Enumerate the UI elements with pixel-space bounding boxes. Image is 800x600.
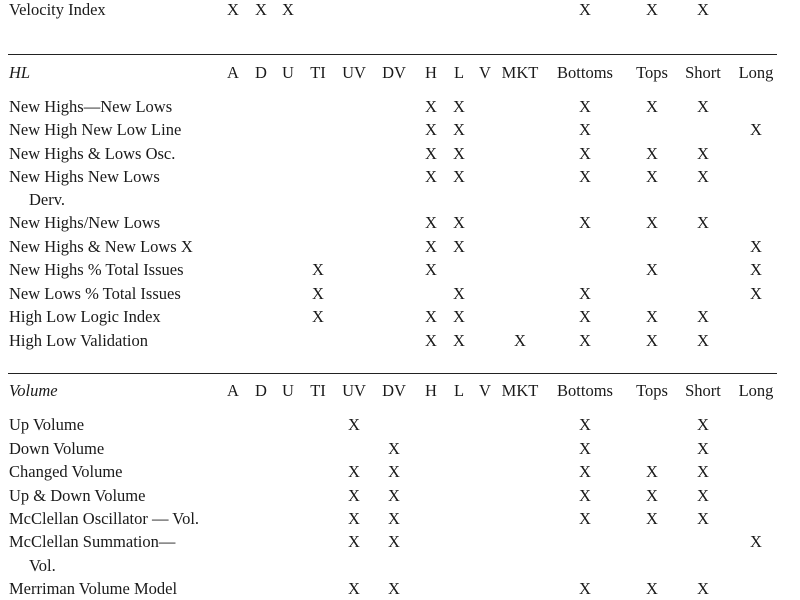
mark-short: X [697, 0, 709, 19]
table-row-continuation [0, 189, 800, 211]
table-row [0, 236, 800, 258]
row-label: High Low Logic Index [9, 307, 161, 326]
row-label-continuation: Vol. [29, 556, 56, 575]
mark-d: X [255, 0, 267, 19]
column-header-ti: TI [310, 63, 326, 82]
mark-short: X [697, 509, 709, 528]
mark-tops: X [646, 213, 658, 232]
mark-bottoms: X [579, 167, 591, 186]
mark-tops: X [646, 167, 658, 186]
column-header-dv: DV [382, 381, 406, 400]
column-header-uv: UV [342, 381, 366, 400]
mark-uv: X [348, 486, 360, 505]
row-label: New Highs & New Lows X [9, 237, 193, 256]
mark-tops: X [646, 0, 658, 19]
column-header-tops: Tops [636, 63, 668, 82]
column-header-d: D [255, 63, 267, 82]
mark-dv: X [388, 532, 400, 551]
mark-dv: X [388, 439, 400, 458]
mark-long: X [750, 120, 762, 139]
row-label: New Highs/New Lows [9, 213, 161, 232]
mark-short: X [697, 579, 709, 598]
row-label-continuation: Derv. [29, 190, 66, 209]
mark-ti: X [312, 260, 324, 279]
column-header-long: Long [738, 63, 774, 82]
mark-long: X [750, 260, 762, 279]
row-label: Velocity Index [9, 0, 106, 19]
mark-short: X [697, 462, 709, 481]
mark-long: X [750, 284, 762, 303]
mark-bottoms: X [579, 120, 591, 139]
mark-tops: X [646, 144, 658, 163]
mark-uv: X [348, 532, 360, 551]
mark-h: X [425, 97, 437, 116]
mark-uv: X [348, 462, 360, 481]
column-header-a: A [227, 63, 239, 82]
section-header [0, 380, 800, 402]
row-label: Merriman Volume Model [9, 579, 178, 598]
mark-ti: X [312, 284, 324, 303]
row-label: New Highs—New Lows [9, 97, 173, 116]
mark-short: X [697, 331, 709, 350]
mark-short: X [697, 167, 709, 186]
row-label: Down Volume [9, 439, 105, 458]
mark-dv: X [388, 509, 400, 528]
mark-dv: X [388, 579, 400, 598]
column-header-u: U [282, 381, 294, 400]
table-row [0, 96, 800, 118]
table-row [0, 212, 800, 234]
row-label: Changed Volume [9, 462, 123, 481]
mark-dv: X [388, 462, 400, 481]
column-header-l: L [453, 381, 465, 400]
mark-bottoms: X [579, 97, 591, 116]
column-header-ti: TI [310, 381, 326, 400]
row-label: McClellan Summation— [9, 532, 176, 551]
row-label: McClellan Oscillator — Vol. [9, 509, 200, 528]
mark-l: X [453, 213, 465, 232]
mark-h: X [425, 120, 437, 139]
column-header-bottoms: Bottoms [557, 381, 613, 400]
column-header-mkt: MKT [501, 381, 539, 400]
table-row [0, 461, 800, 483]
mark-tops: X [646, 486, 658, 505]
mark-short: X [697, 144, 709, 163]
table-row [0, 330, 800, 352]
mark-uv: X [348, 579, 360, 598]
table-row [0, 578, 800, 600]
section-divider [8, 373, 777, 374]
column-header-tops: Tops [636, 381, 668, 400]
mark-ti: X [312, 307, 324, 326]
column-header-dv: DV [382, 63, 406, 82]
mark-bottoms: X [579, 579, 591, 598]
mark-bottoms: X [579, 439, 591, 458]
mark-l: X [453, 167, 465, 186]
column-header-v: V [479, 381, 491, 400]
mark-bottoms: X [579, 213, 591, 232]
mark-bottoms: X [579, 462, 591, 481]
mark-l: X [453, 144, 465, 163]
mark-bottoms: X [579, 0, 591, 19]
mark-h: X [425, 213, 437, 232]
mark-tops: X [646, 579, 658, 598]
column-header-short: Short [685, 63, 721, 82]
mark-short: X [697, 439, 709, 458]
row-label: New High New Low Line [9, 120, 182, 139]
mark-mkt: X [514, 331, 526, 350]
row-label: Up Volume [9, 415, 85, 434]
mark-bottoms: X [579, 509, 591, 528]
mark-tops: X [646, 462, 658, 481]
column-header-long: Long [738, 381, 774, 400]
mark-l: X [453, 120, 465, 139]
column-header-h: H [425, 381, 437, 400]
mark-bottoms: X [579, 144, 591, 163]
table-row-continuation [0, 555, 800, 577]
mark-h: X [425, 260, 437, 279]
table-row [0, 119, 800, 141]
mark-short: X [697, 486, 709, 505]
mark-bottoms: X [579, 284, 591, 303]
mark-a: X [227, 0, 239, 19]
mark-h: X [425, 331, 437, 350]
table-row [0, 166, 800, 188]
mark-u: X [282, 0, 294, 19]
mark-uv: X [348, 415, 360, 434]
section-title: HL [9, 63, 31, 82]
table-row [0, 0, 800, 21]
table-row [0, 414, 800, 436]
mark-bottoms: X [579, 486, 591, 505]
mark-short: X [697, 415, 709, 434]
table-row [0, 485, 800, 507]
mark-bottoms: X [579, 415, 591, 434]
column-header-short: Short [685, 381, 721, 400]
table-row [0, 508, 800, 530]
mark-short: X [697, 213, 709, 232]
column-header-a: A [227, 381, 239, 400]
row-label: New Lows % Total Issues [9, 284, 181, 303]
section-title: Volume [9, 381, 58, 400]
column-header-h: H [425, 63, 437, 82]
column-header-mkt: MKT [501, 63, 539, 82]
mark-h: X [425, 307, 437, 326]
table-row [0, 143, 800, 165]
row-label: High Low Validation [9, 331, 149, 350]
column-header-l: L [453, 63, 465, 82]
section-header [0, 62, 800, 84]
column-header-uv: UV [342, 63, 366, 82]
mark-l: X [453, 331, 465, 350]
mark-l: X [453, 97, 465, 116]
table-row [0, 438, 800, 460]
mark-short: X [697, 307, 709, 326]
section-divider [8, 54, 777, 55]
mark-l: X [453, 307, 465, 326]
mark-l: X [453, 284, 465, 303]
column-header-d: D [255, 381, 267, 400]
mark-long: X [750, 237, 762, 256]
column-header-bottoms: Bottoms [557, 63, 613, 82]
column-header-v: V [479, 63, 491, 82]
table-row [0, 283, 800, 305]
mark-bottoms: X [579, 331, 591, 350]
table-row [0, 531, 800, 553]
table-row [0, 306, 800, 328]
mark-h: X [425, 237, 437, 256]
mark-long: X [750, 532, 762, 551]
mark-bottoms: X [579, 307, 591, 326]
mark-h: X [425, 144, 437, 163]
row-label: New Highs % Total Issues [9, 260, 184, 279]
mark-tops: X [646, 97, 658, 116]
row-label: New Highs & Lows Osc. [9, 144, 176, 163]
mark-dv: X [388, 486, 400, 505]
mark-tops: X [646, 307, 658, 326]
mark-uv: X [348, 509, 360, 528]
mark-tops: X [646, 331, 658, 350]
mark-l: X [453, 237, 465, 256]
table-row [0, 259, 800, 281]
mark-short: X [697, 97, 709, 116]
column-header-u: U [282, 63, 294, 82]
mark-tops: X [646, 509, 658, 528]
row-label: Up & Down Volume [9, 486, 146, 505]
mark-h: X [425, 167, 437, 186]
mark-tops: X [646, 260, 658, 279]
row-label: New Highs New Lows [9, 167, 160, 186]
